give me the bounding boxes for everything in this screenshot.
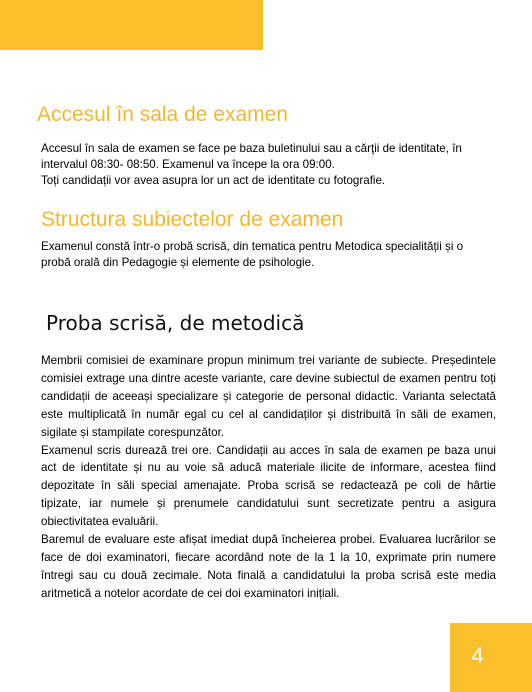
section-title-structure: Structura subiectelor de examen bbox=[41, 208, 344, 231]
text-line: intervalul 08:30- 08:50. Examenul va începe la ora 09:00. bbox=[41, 157, 335, 171]
page-number: 4 bbox=[471, 643, 484, 668]
section-title-written-exam: Proba scrisă, de metodică bbox=[46, 311, 305, 335]
body-paragraph: Baremul de evaluare este afișat imediat după încheierea probei. Evaluarea lucrărilor se face de doi examinatori, fiecare acordând note de la 1 la 10, exprimate prin numere întregi sau cu două zecimale. Nota finală a candidatului la proba scrisă este media aritmetică a notelor acordate de cei doi examinatori inițiali. bbox=[41, 533, 496, 600]
text-line: probă orală din Pedagogie și elemente de psihologie. bbox=[41, 255, 315, 269]
text-line: Accesul în sala de examen se face pe baza buletinului sau a cărţii de identitate, în bbox=[41, 142, 462, 155]
text-line: Examenul constă într-o probă scrisă, din tematica pentru Metodica specialității și o bbox=[41, 240, 464, 253]
text-line: Toți candidații vor avea asupra lor un act de identitate cu fotografie. bbox=[41, 173, 386, 187]
access-paragraph bbox=[41, 141, 496, 188]
body-paragraph: Membrii comisiei de examinare propun minimum trei variante de subiecte. Președintele comisiei extrage una dintre aceste variante, care devine subiectul de examen pentru toți candidații de aceeași specializare și categorie de personal didactic. Varianta selectată este multiplicată în număr egal cu cel al candidaților și distribuită în săli de examen, sigilate și stampilate corespunzător. bbox=[41, 354, 496, 439]
structure-paragraph bbox=[41, 239, 496, 271]
page-number-box bbox=[450, 623, 532, 692]
header-accent-band bbox=[0, 0, 263, 50]
written-exam-body bbox=[41, 352, 496, 603]
body-paragraph: Examenul scris durează trei ore. Candidații au acces în sala de examen pe baza unui act de identitate și nu au voie să aducă materiale ilicite de informare, acestea fiind depozitate în săli special amenajate. Proba scrisă se redactează pe coli de hârtie tipizate, iar numele și prenumele candidatului sunt secretizate pentru a asigura obiectivitatea evaluării. bbox=[41, 443, 496, 529]
section-title-access: Accesul în sala de examen bbox=[37, 103, 288, 126]
